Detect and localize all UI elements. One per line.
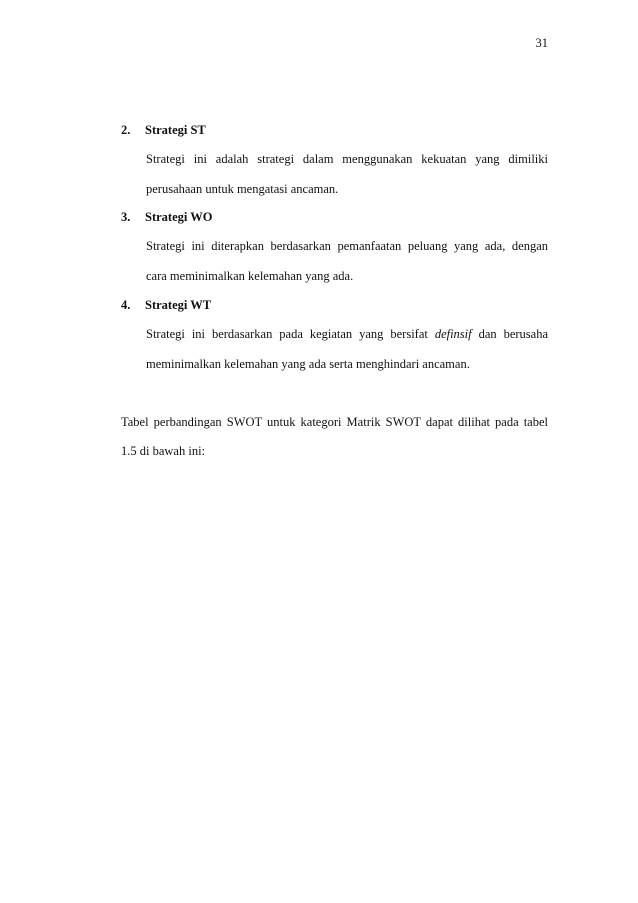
item-3-line-1: Strategi ini diterapkan berdasarkan pemanfaatan peluang yang ada, dengan	[146, 239, 548, 253]
item-4-title: Strategi WT	[145, 298, 212, 312]
item-3-number: 3.	[121, 210, 131, 224]
item-2-line-2: perusahaan untuk mengatasi ancaman.	[146, 182, 339, 196]
paragraph-line-2: 1.5 di bawah ini:	[121, 444, 206, 458]
item-2-line-1: Strategi ini adalah strategi dalam menggunakan kekuatan yang dimiliki	[146, 152, 548, 166]
item-2-title: Strategi ST	[145, 123, 206, 137]
item-3-title: Strategi WO	[145, 210, 213, 224]
item-2-number: 2.	[121, 123, 131, 137]
item-3-line-2: cara meminimalkan kelemahan yang ada.	[146, 269, 354, 283]
item-4-heading	[121, 298, 211, 313]
paragraph-line-1: Tabel perbandingan SWOT untuk kategori Matrik SWOT dapat dilihat pada tabel	[121, 415, 548, 429]
item-4-line-1-start: Strategi ini berdasarkan pada kegiatan yang bersifat	[146, 327, 428, 341]
page-number: 31	[535, 36, 548, 50]
item-4-line-1	[146, 327, 548, 342]
item-4-line-2: meminimalkan kelemahan yang ada serta menghindari ancaman.	[146, 357, 470, 371]
item-4-italic-term: definsif	[434, 327, 472, 341]
item-4-number: 4.	[121, 298, 131, 312]
item-3-heading	[121, 210, 212, 225]
item-2-heading	[121, 123, 206, 138]
item-4-line-1-end: dan berusaha	[478, 327, 548, 341]
